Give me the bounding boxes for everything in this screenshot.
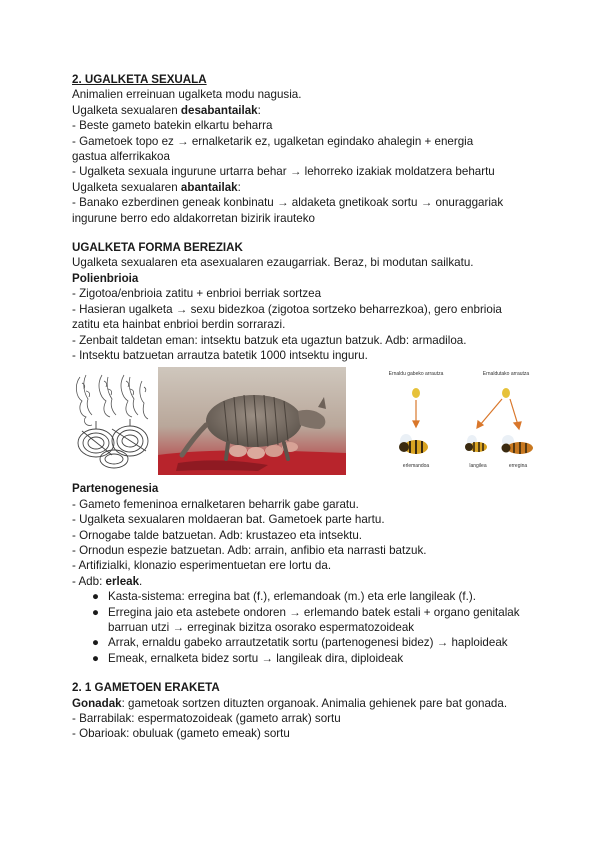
list-item: - Gametoek topo ez → ernalketarik ez, ugalketan egindako ahalegin + energia	[72, 134, 474, 148]
bullet-item	[72, 589, 532, 604]
list-item: - Zigotoa/enbrioia zatitu + enbrioi berriak sortzea	[72, 287, 322, 301]
bee-bullet-list	[72, 589, 532, 666]
list-item: - Beste gameto batekin elkartu beharra	[72, 119, 273, 133]
bullet-text: Erregina jaio eta astebete ondoren → erlemando batek estali + organo genitalak barruan utzi → erreginak bizitza osorako espermatozoideak	[108, 605, 520, 634]
text-span: Ugalketa sexualaren	[72, 103, 181, 117]
embryo-division-image	[72, 371, 154, 471]
subheading-polienbrioia: Polienbrioia	[72, 271, 139, 285]
advantages-heading	[72, 180, 532, 195]
bullet-icon: ●	[92, 590, 100, 604]
text-span: : gametoak sortzen dituzten organoak. Animalia gehienek pare bat gonada.	[121, 696, 508, 710]
bullet-text: Kasta-sistema: erregina bat (f.), erlemandoak (m.) eta erle langileak (f.).	[108, 590, 476, 604]
section-title-ugalketa-sexuala: 2. UGALKETA SEXUALA	[72, 73, 207, 86]
list-item: - Artifizialki, klonazio esperimentuetan ere lortu da.	[72, 559, 332, 573]
bullet-text: Arrak, ernaldu gabeko arrautzetatik sortu (partenogenesi bidez) → haploideak	[108, 636, 508, 650]
drone-label: erlemandoa	[402, 463, 430, 470]
list-item-adb	[72, 574, 532, 589]
bullet-icon: ●	[92, 605, 100, 619]
disadvantages-heading	[72, 103, 532, 118]
text-span: :	[237, 180, 241, 194]
bold-term: desabantailak	[180, 103, 258, 117]
drone-bee-icon	[399, 434, 428, 454]
list-item: - Intsektu batzuetan arrautza batetik 1000 intsektu inguru.	[72, 348, 368, 362]
list-item: ingurune berro edo aldakorretan bizirik irauteko	[72, 211, 315, 225]
list-item: - Barrabilak: espermatozoideak (gameto arrak) sortu	[72, 712, 341, 725]
bee-reproduction-diagram	[388, 367, 534, 475]
bullet-item	[72, 635, 532, 650]
queen-label: erregina	[508, 463, 528, 470]
bullet-item	[72, 651, 532, 666]
list-item: - Obarioak: obuluak (gameto emeak) sortu	[72, 727, 290, 741]
armadillo-photo	[158, 367, 346, 475]
subheading-partenogenesia: Partenogenesia	[72, 482, 159, 496]
list-item: - Hasieran ugalketa → sexu bidezkoa (zigotoa sortzeko beharrezkoa), gero enbrioia	[72, 302, 502, 316]
document-page	[72, 72, 532, 742]
list-item: - Gameto femeninoa ernalketaren beharrik gabe garatu.	[72, 497, 359, 511]
worker-bee-icon	[465, 435, 487, 452]
bold-term: erleak	[105, 574, 140, 588]
list-item: - Ugalketa sexuala ingurune urtarra behar → lehorreko izakiak moldatzera behartu	[72, 165, 495, 179]
egg-icon	[412, 388, 420, 398]
section-title-ugalketa-forma-bereziak: UGALKETA FORMA BEREZIAK	[72, 241, 243, 255]
bold-term: Gonadak	[72, 696, 122, 710]
paragraph: Ugalketa sexualaren eta asexualaren ezaugarriak. Beraz, bi modutan sailkatu.	[72, 256, 474, 270]
list-item: zatitu eta hainbat enbrioi berdin sorrarazi.	[72, 318, 286, 332]
fertilized-egg-label: Ernaldutako arrautza	[482, 371, 530, 378]
figure-row	[72, 367, 532, 479]
bullet-text: Emeak, ernalketa bidez sortu → langileak dira, diploideak	[108, 651, 404, 665]
list-item: - Ornogabe talde batzuetan. Adb: krustazeo eta intsektu.	[72, 528, 363, 542]
bullet-icon: ●	[92, 636, 100, 650]
egg-icon	[502, 388, 510, 398]
bullet-item	[72, 605, 532, 636]
list-item: - Banako ezberdinen geneak konbinatu → aldaketa gnetikoak sortu → onuraggariak	[72, 196, 504, 210]
unfertilized-egg-label: Ernaldu gabeko arrautza	[388, 371, 444, 378]
text-span: Ugalketa sexualaren	[72, 180, 181, 194]
bullet-icon: ●	[92, 651, 100, 665]
list-item: - Ornodun espezie batzuetan. Adb: arrain, anfibio eta narrasti batzuk.	[72, 543, 427, 557]
text-span: :	[257, 103, 261, 117]
text-span: .	[139, 574, 143, 588]
list-item: gastua alferrikakoa	[72, 150, 170, 164]
gonadak-definition	[72, 696, 532, 711]
text-span: - Adb:	[72, 574, 106, 588]
section-title-gametoen-eraketa: 2. 1 GAMETOEN ERAKETA	[72, 681, 220, 695]
bold-term: abantailak	[180, 180, 238, 194]
paragraph: Animalien erreinuan ugalketa modu nagusia.	[72, 88, 302, 102]
list-item: - Ugalketa sexualaren moldaeran bat. Gametoek parte hartu.	[72, 513, 385, 527]
queen-bee-icon	[502, 435, 534, 454]
worker-label: langilea	[469, 463, 487, 470]
list-item: - Zenbait taldetan eman: intsektu batzuk eta ugaztun batzuk. Adb: armadiloa.	[72, 333, 467, 347]
